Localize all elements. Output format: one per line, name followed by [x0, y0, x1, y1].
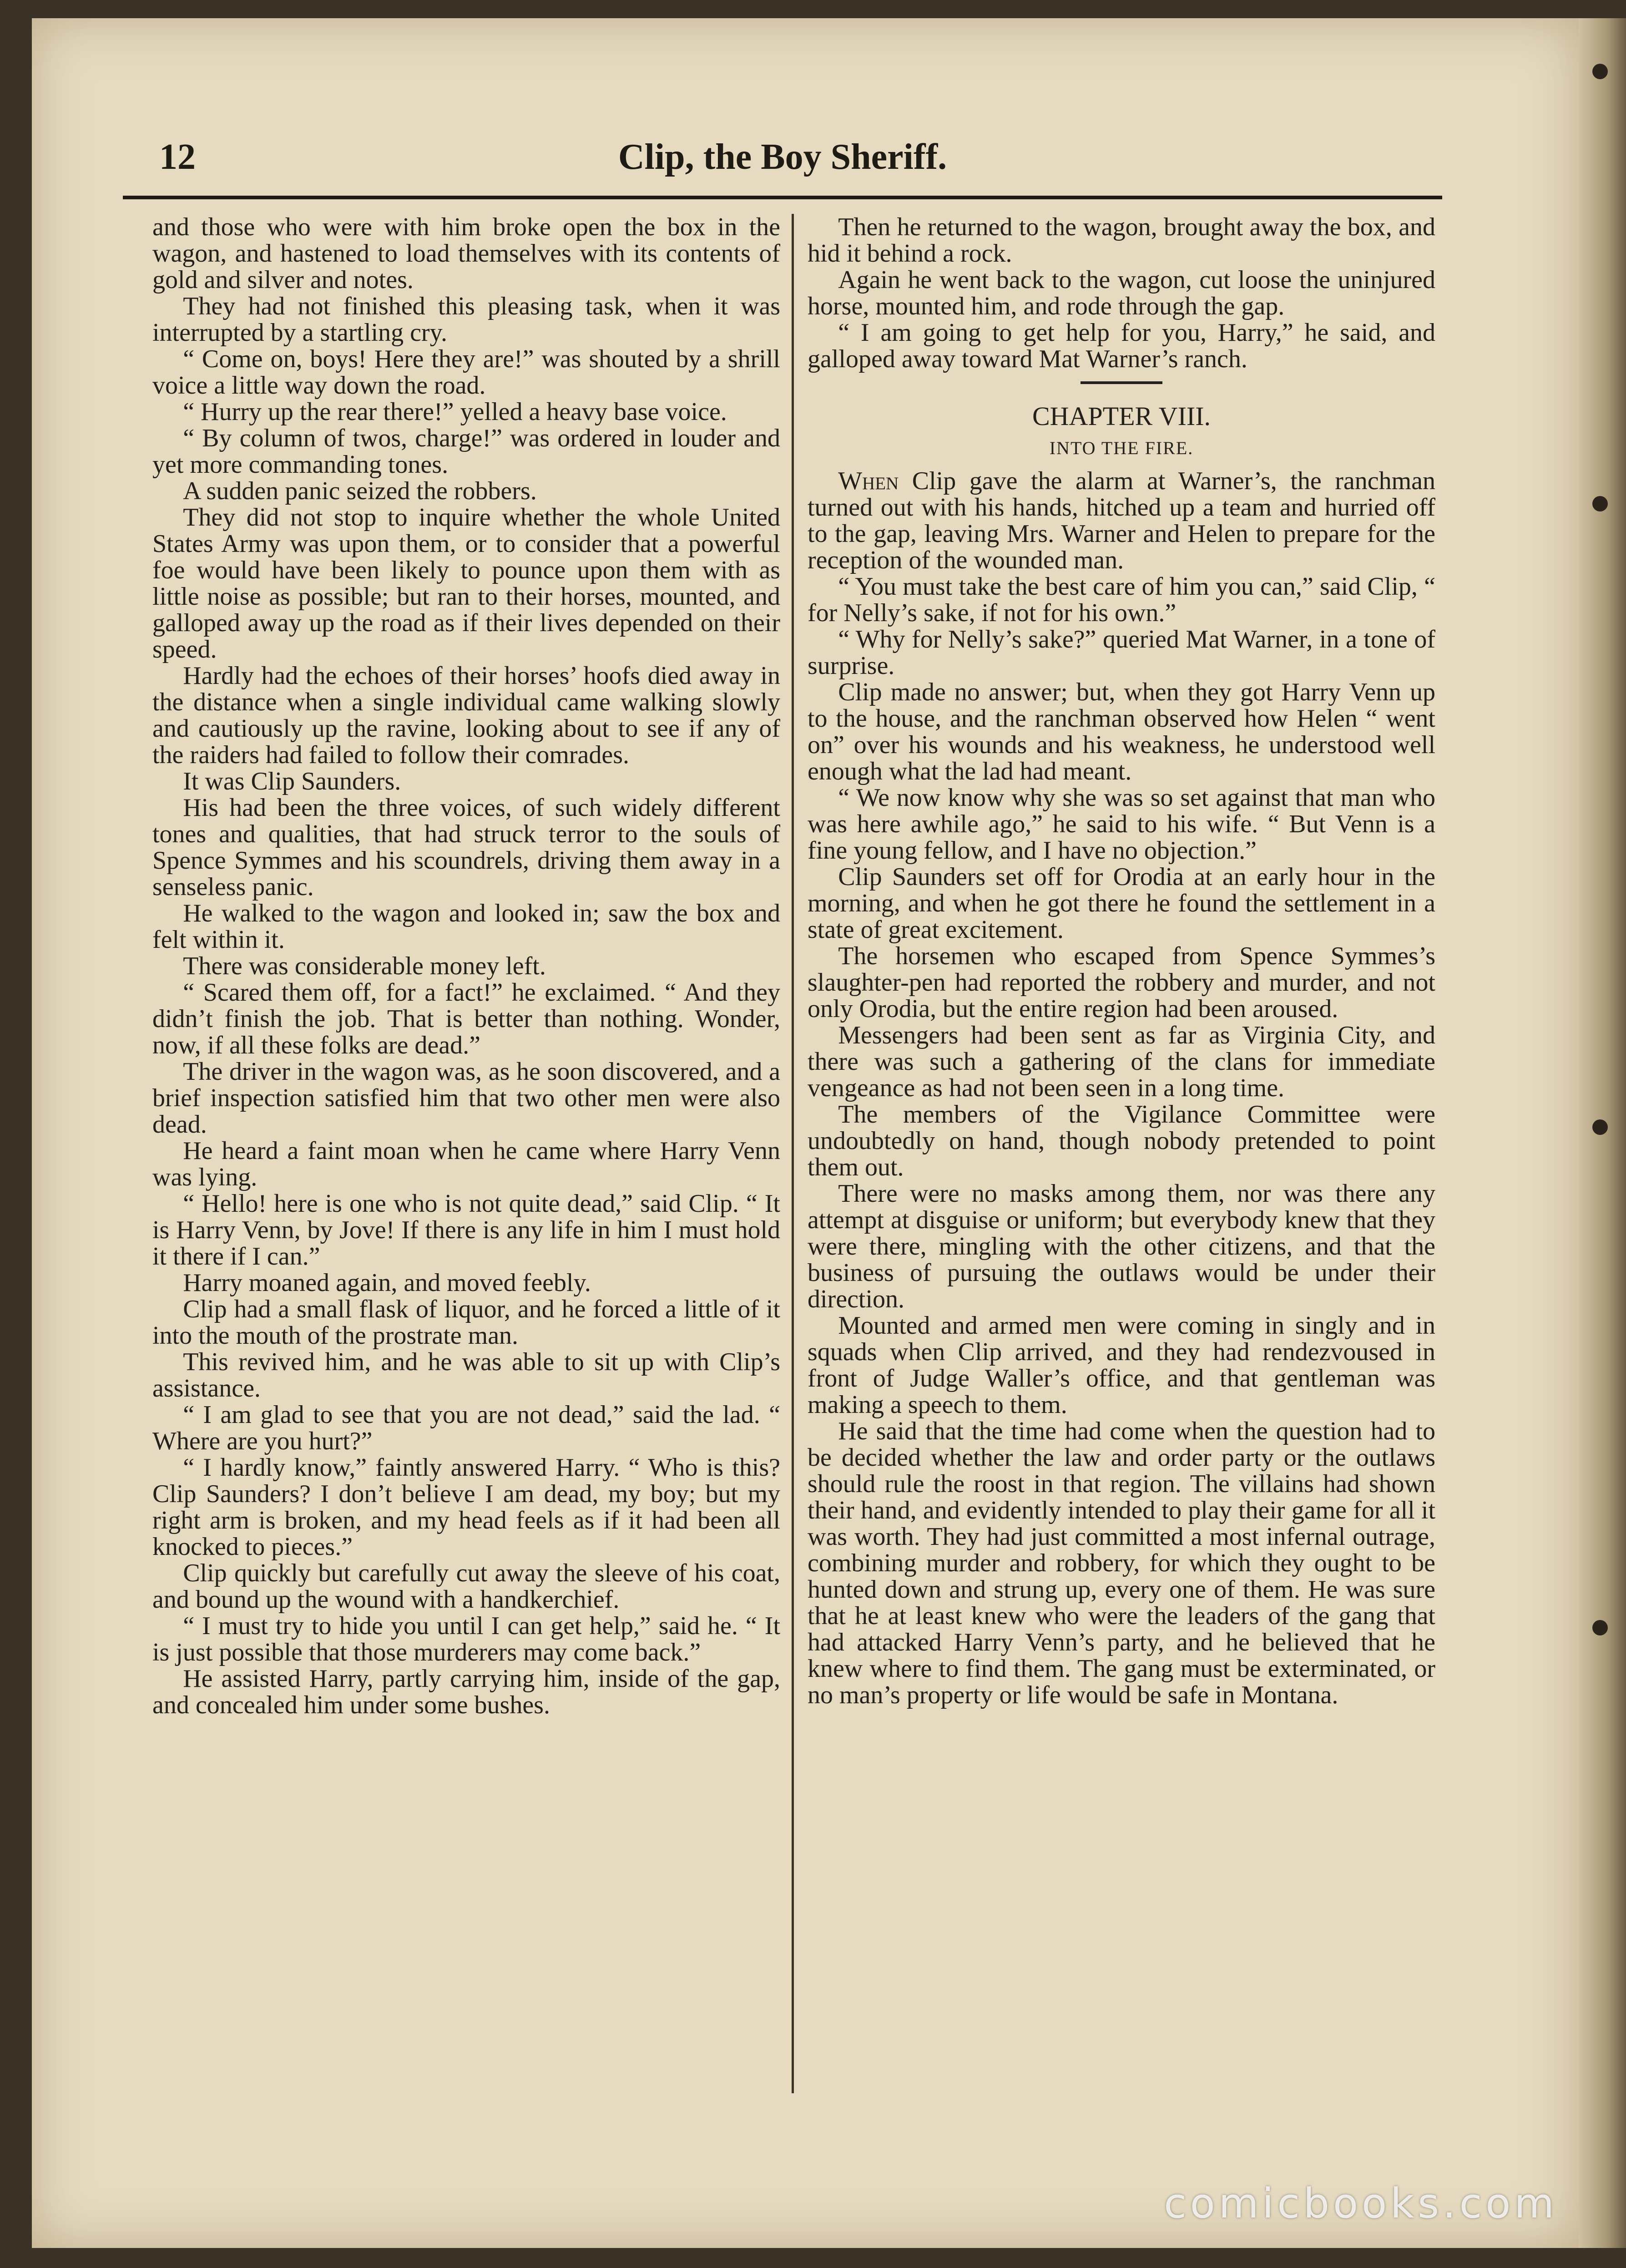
- paragraph: There was considerable money left.: [183, 952, 546, 980]
- paragraph: Mounted and armed men were coming in singly and in squads when Clip arrived, and they had rendezvoused in front of Judge Waller’s office, and that gentleman was making a speech to them.: [808, 1311, 1435, 1419]
- paragraph: Hardly had the echoes of their horses’ hoofs died away in the distance when a single individual came walking slowly and cautiously up the ravine, looking about to see if any of the raiders had failed to follow their comrades.: [152, 662, 780, 769]
- column-rule: [792, 214, 794, 2093]
- paragraph: “ By column of twos, charge!” was ordered in louder and yet more commanding tones.: [152, 424, 780, 479]
- page-number: 12: [159, 137, 196, 177]
- binding-hole-icon: [1592, 1119, 1608, 1135]
- paragraph: Clip quickly but carefully cut away the sleeve of his coat, and bound up the wound with a handkerchief.: [152, 1559, 780, 1614]
- binding-hole-icon: [1592, 64, 1608, 79]
- paragraph: There were no masks among them, nor was there any attempt at disguise or uniform; but everybody knew that they were there, mingling with the other citizens, and that the business of pursuing the outlaws would be under their direction.: [808, 1180, 1435, 1313]
- opening-text: Clip gave the alarm at Warner’s, the ranchman turned out with his hands, hitched up a team and hurried off to the gap, leaving Mrs. Warner and Helen to prepare for the reception of the wounded man.: [808, 467, 1435, 574]
- paragraph: “ Hello! here is one who is not quite dead,” said Clip. “ It is Harry Venn, by Jove! If there is any life in him I must hold it there if I can.”: [152, 1190, 780, 1271]
- left-column: [152, 214, 780, 2102]
- lead-word: When: [838, 467, 899, 495]
- paragraph: He said that the time had come when the question had to be decided whether the law and order party or the outlaws should rule the roost in that region. The villains had shown their hand, and evidently intended to play their game for all it was worth. They had just committed a most infernal outrage, combining murder and robbery, for which they ought to be hunted down and strung up, every one of them. He was sure that he at least knew who were the leaders of the gang that had attacked Harry Venn’s party, and he believed that he knew where to find them. The gang must be exterminated, or no man’s property or life would be safe in Montana.: [808, 1417, 1435, 1709]
- paragraph: “ I am going to get help for you, Harry,” he said, and galloped away toward Mat Warner’s ranch.: [808, 319, 1435, 373]
- paragraph: “ Why for Nelly’s sake?” queried Mat Warner, in a tone of surprise.: [808, 625, 1435, 680]
- paragraph: “ Scared them off, for a fact!” he exclaimed. “ And they didn’t finish the job. That is better than nothing. Wonder, now, if all these folks are dead.”: [152, 978, 780, 1059]
- paragraph: Then he returned to the wagon, brought away the box, and hid it behind a rock.: [808, 214, 1435, 268]
- paragraph: The driver in the wagon was, as he soon discovered, and a brief inspection satisfied him that two other men were also dead.: [152, 1058, 780, 1139]
- chapter-subtitle: INTO THE FIRE.: [1049, 438, 1194, 458]
- right-column: [808, 214, 1435, 2102]
- paragraph: “ You must take the best care of him you can,” said Clip, “ for Nelly’s sake, if not for his own.”: [808, 572, 1435, 627]
- chapter-title: CHAPTER VIII.: [1032, 401, 1211, 431]
- chapter-separator: [1081, 381, 1162, 384]
- paragraph: His had been the three voices, of such widely different tones and qualities, that had struck terror to the souls of Spence Symmes and his scoundrels, driving them away in a senseless panic.: [152, 794, 780, 901]
- paragraph: “ We now know why she was so set against that man who was here awhile ago,” he said to his wife. “ But Venn is a fine young fellow, and I have no objection.”: [808, 784, 1435, 865]
- paragraph: “ I am glad to see that you are not dead,” said the lad. “ Where are you hurt?”: [152, 1401, 780, 1455]
- page-header: [123, 132, 1442, 199]
- paragraph: “ I hardly know,” faintly answered Harry. “ Who is this? Clip Saunders? I don’t believe I am dead, my boy; but my right arm is broken, and my head feels as if it had been all knocked to pieces.”: [152, 1453, 780, 1561]
- paragraph: The horsemen who escaped from Spence Symmes’s slaughter-pen had reported the robbery and murder, and not only Orodia, but the entire region had been aroused.: [808, 942, 1435, 1023]
- paragraph: Again he went back to the wagon, cut loose the uninjured horse, mounted him, and rode through the gap.: [808, 266, 1435, 320]
- paragraph: “ I must try to hide you until I can get help,” said he. “ It is just possible that those murderers may come back.”: [152, 1612, 780, 1666]
- page-binding-edge: [1579, 18, 1626, 2248]
- binding-hole-icon: [1592, 1620, 1608, 1635]
- paragraph: Clip made no answer; but, when they got Harry Venn up to the house, and the ranchman observed how Helen “ went on” over his wounds and his weakness, he understood well enough what the lad had meant.: [808, 678, 1435, 785]
- site-watermark: comicbooks.com: [1164, 2180, 1558, 2228]
- paragraph: He assisted Harry, partly carrying him, inside of the gap, and concealed him under some bushes.: [152, 1665, 780, 1719]
- paragraph: The members of the Vigilance Committee were undoubtedly on hand, though nobody pretended to point them out.: [808, 1100, 1435, 1181]
- paragraph: “ Hurry up the rear there!” yelled a heavy base voice.: [183, 398, 727, 426]
- paragraph: It was Clip Saunders.: [183, 767, 401, 795]
- paragraph: Clip Saunders set off for Orodia at an early hour in the morning, and when he got there he found the settlement in a state of great excitement.: [808, 863, 1435, 944]
- paragraph: He heard a faint moan when he came where Harry Venn was lying.: [152, 1137, 780, 1191]
- paragraph: “ Come on, boys! Here they are!” was shouted by a shrill voice a little way down the road.: [152, 345, 780, 400]
- binding-hole-icon: [1592, 496, 1608, 511]
- paragraph: Messengers had been sent as far as Virginia City, and there was such a gathering of the clans for immediate vengeance as had not been seen in a long time.: [808, 1021, 1435, 1102]
- paragraph: He walked to the wagon and looked in; saw the box and felt within it.: [152, 899, 780, 954]
- paragraph: This revived him, and he was able to sit up with Clip’s assistance.: [152, 1348, 780, 1402]
- paragraph: A sudden panic seized the robbers.: [183, 477, 537, 505]
- paragraph: They did not stop to inquire whether the whole United States Army was upon them, or to consider that a powerful foe would have been likely to pounce upon them with as little noise as possible; but ran to their horses, mounted, and galloped away up the road as if their lives depended on their speed.: [152, 503, 780, 663]
- paragraph: They had not finished this pleasing task, when it was interrupted by a startling cry.: [152, 292, 780, 347]
- chapter-opening-paragraph: [808, 468, 1435, 573]
- paragraph: Harry moaned again, and moved feebly.: [183, 1269, 591, 1297]
- paragraph: Clip had a small flask of liquor, and he forced a little of it into the mouth of the prostrate man.: [152, 1295, 780, 1350]
- running-title: Clip, the Boy Sheriff.: [618, 137, 947, 177]
- paragraph: and those who were with him broke open the box in the wagon, and hastened to load themselves with its contents of gold and silver and notes.: [152, 214, 780, 294]
